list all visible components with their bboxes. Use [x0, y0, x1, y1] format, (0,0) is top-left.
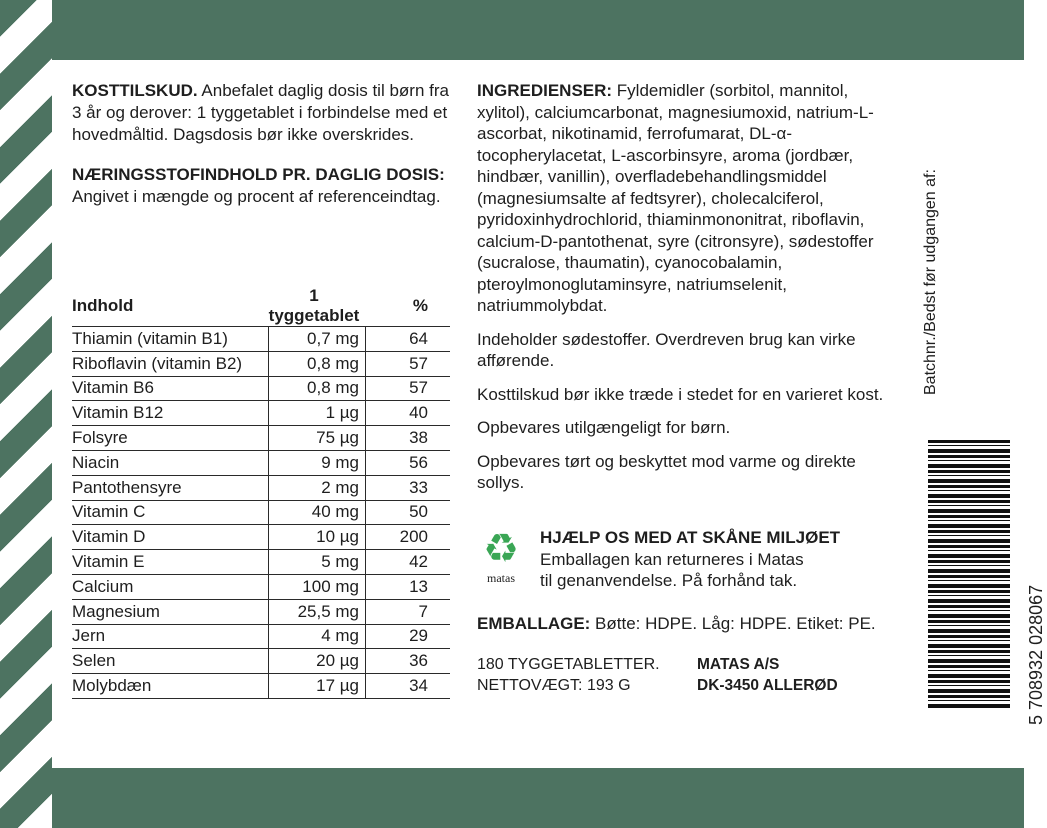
nutrient-name: Vitamin B12	[72, 401, 269, 426]
note-diet: Kosttilskud bør ikke træde i stedet for en varieret kost.	[477, 384, 884, 404]
company-name: MATAS A/S	[697, 656, 780, 673]
nutrient-name: Vitamin E	[72, 550, 269, 575]
nutrient-name: Vitamin D	[72, 525, 269, 550]
nutrient-amount: 40 mg	[269, 500, 366, 525]
header-percent: %	[366, 286, 451, 327]
table-row	[72, 450, 450, 475]
bottom-green-band	[0, 768, 1024, 828]
recycle-line1: Emballagen kan returneres i Matas	[540, 549, 804, 569]
table-row	[72, 401, 450, 426]
naering-paragraph	[72, 164, 452, 208]
nutrient-percent: 33	[366, 475, 451, 500]
nutrient-name: Vitamin B6	[72, 376, 269, 401]
right-column	[477, 80, 897, 506]
nutrient-percent: 57	[366, 376, 451, 401]
diagonal-stripe-border	[0, 0, 52, 828]
nutrient-name: Molybdæn	[72, 674, 269, 699]
count-line2: NETTOVÆGT: 193 G	[477, 677, 631, 694]
table-row	[72, 674, 450, 699]
company-address	[697, 654, 838, 696]
nutrient-percent: 200	[366, 525, 451, 550]
note-storage: Opbevares tørt og beskyttet mod varme og direkte sollys.	[477, 451, 856, 492]
nutrient-amount: 5 mg	[269, 550, 366, 575]
nutrient-name: Selen	[72, 649, 269, 674]
ingredients-label: INGREDIENSER:	[477, 81, 613, 100]
nutrient-amount: 9 mg	[269, 450, 366, 475]
nutrient-percent: 38	[366, 426, 451, 451]
nutrient-amount: 4 mg	[269, 624, 366, 649]
nutrition-table	[72, 286, 450, 699]
table-header-row	[72, 286, 450, 327]
nutrient-name: Thiamin (vitamin B1)	[72, 327, 269, 352]
recycle-section	[477, 527, 897, 597]
nutrient-amount: 2 mg	[269, 475, 366, 500]
ingredients-paragraph	[477, 80, 897, 317]
nutrient-name: Vitamin C	[72, 500, 269, 525]
nutrient-name: Calcium	[72, 574, 269, 599]
table-row	[72, 599, 450, 624]
nutrient-amount: 0,8 mg	[269, 376, 366, 401]
emballage-label: EMBALLAGE:	[477, 614, 591, 633]
note-children: Opbevares utilgængeligt for børn.	[477, 418, 731, 437]
barcode-number: 5 708932 028067	[1026, 584, 1046, 725]
nutrient-amount: 75 µg	[269, 426, 366, 451]
naering-label: NÆRINGSSTOFINDHOLD PR. DAGLIG DOSIS:	[72, 165, 445, 184]
header-indhold: Indhold	[72, 286, 269, 327]
count-line1: 180 TYGGETABLETTER.	[477, 656, 660, 673]
top-green-band	[0, 0, 1024, 60]
nutrient-amount: 25,5 mg	[269, 599, 366, 624]
table-row	[72, 426, 450, 451]
recycle-text	[540, 527, 840, 592]
nutrient-amount: 1 µg	[269, 401, 366, 426]
nutrition-table-body	[72, 327, 450, 699]
nutrient-amount: 17 µg	[269, 674, 366, 699]
emballage-text: Bøtte: HDPE. Låg: HDPE. Etiket: PE.	[590, 614, 876, 633]
left-column	[72, 80, 452, 226]
nutrient-percent: 57	[366, 351, 451, 376]
nutrient-name: Magnesium	[72, 599, 269, 624]
table-row	[72, 649, 450, 674]
nutrient-amount: 0,8 mg	[269, 351, 366, 376]
emballage-line	[477, 614, 876, 634]
kosttilskud-label: KOSTTILSKUD.	[72, 81, 198, 100]
barcode-digits-area	[1010, 440, 1024, 740]
recycle-title: HJÆLP OS MED AT SKÅNE MILJØET	[540, 528, 841, 547]
nutrient-percent: 56	[366, 450, 451, 475]
nutrient-name: Riboflavin (vitamin B2)	[72, 351, 269, 376]
table-row	[72, 475, 450, 500]
company-city: DK-3450 ALLERØD	[697, 677, 838, 694]
nutrient-percent: 50	[366, 500, 451, 525]
table-row	[72, 525, 450, 550]
nutrient-percent: 13	[366, 574, 451, 599]
nutrient-percent: 40	[366, 401, 451, 426]
tablet-count	[477, 654, 660, 696]
nutrient-percent: 29	[366, 624, 451, 649]
batch-label: Batchnr./Bedst før udgangen af:	[922, 169, 939, 395]
table-row	[72, 376, 450, 401]
header-amount: 1 tyggetablet	[269, 286, 366, 327]
table-row	[72, 574, 450, 599]
kosttilskud-text: Anbefalet daglig dosis til børn fra 3 år og derover: 1 tyggetablet i forbindelse med et hovedmåltid. Dagsdosis bør ikke overskrides.	[72, 81, 449, 144]
nutrient-amount: 20 µg	[269, 649, 366, 674]
nutrient-percent: 36	[366, 649, 451, 674]
recycle-logo	[477, 527, 525, 597]
matas-logo-text: matas	[487, 571, 515, 585]
nutrient-amount: 0,7 mg	[269, 327, 366, 352]
recycle-icon: ♻	[483, 527, 519, 571]
nutrient-amount: 100 mg	[269, 574, 366, 599]
nutrient-percent: 34	[366, 674, 451, 699]
recycle-line2: til genanvendelse. På forhånd tak.	[540, 571, 798, 590]
note-sweeteners: Indeholder sødestoffer. Overdreven brug kan virke afførende.	[477, 329, 856, 370]
table-row	[72, 550, 450, 575]
naering-text: Angivet i mængde og procent af referenceindtag.	[72, 187, 441, 206]
kosttilskud-paragraph	[72, 80, 452, 146]
table-row	[72, 500, 450, 525]
nutrient-name: Niacin	[72, 450, 269, 475]
table-row	[72, 624, 450, 649]
nutrient-name: Pantothensyre	[72, 475, 269, 500]
table-row	[72, 327, 450, 352]
nutrient-name: Folsyre	[72, 426, 269, 451]
nutrient-percent: 64	[366, 327, 451, 352]
nutrient-percent: 7	[366, 599, 451, 624]
nutrient-amount: 10 µg	[269, 525, 366, 550]
table-row	[72, 351, 450, 376]
nutrient-name: Jern	[72, 624, 269, 649]
nutrient-percent: 42	[366, 550, 451, 575]
ingredients-text: Fyldemidler (sorbitol, mannitol, xylitol), calciumcarbonat, magnesiumoxid, natrium-L-ascorbat, nikotinamid, ferrofumarat, DL-α-tocopherylacetat, L-ascorbinsyre, aroma (jordbær, hindbær, vanillin), overfladebehandlingsmiddel (magnesiumsalte af fedtsyrer), cholecalciferol, pyridoxinhydrochlorid, thiaminmononitrat, riboflavin, calcium-D-pantothenat, syre (citronsyre), sødestoffer (sucralose, thaumatin), cyanocobalamin, pteroylmonoglutaminsyre, natriumselenit, natriummolybdat.	[477, 81, 874, 315]
